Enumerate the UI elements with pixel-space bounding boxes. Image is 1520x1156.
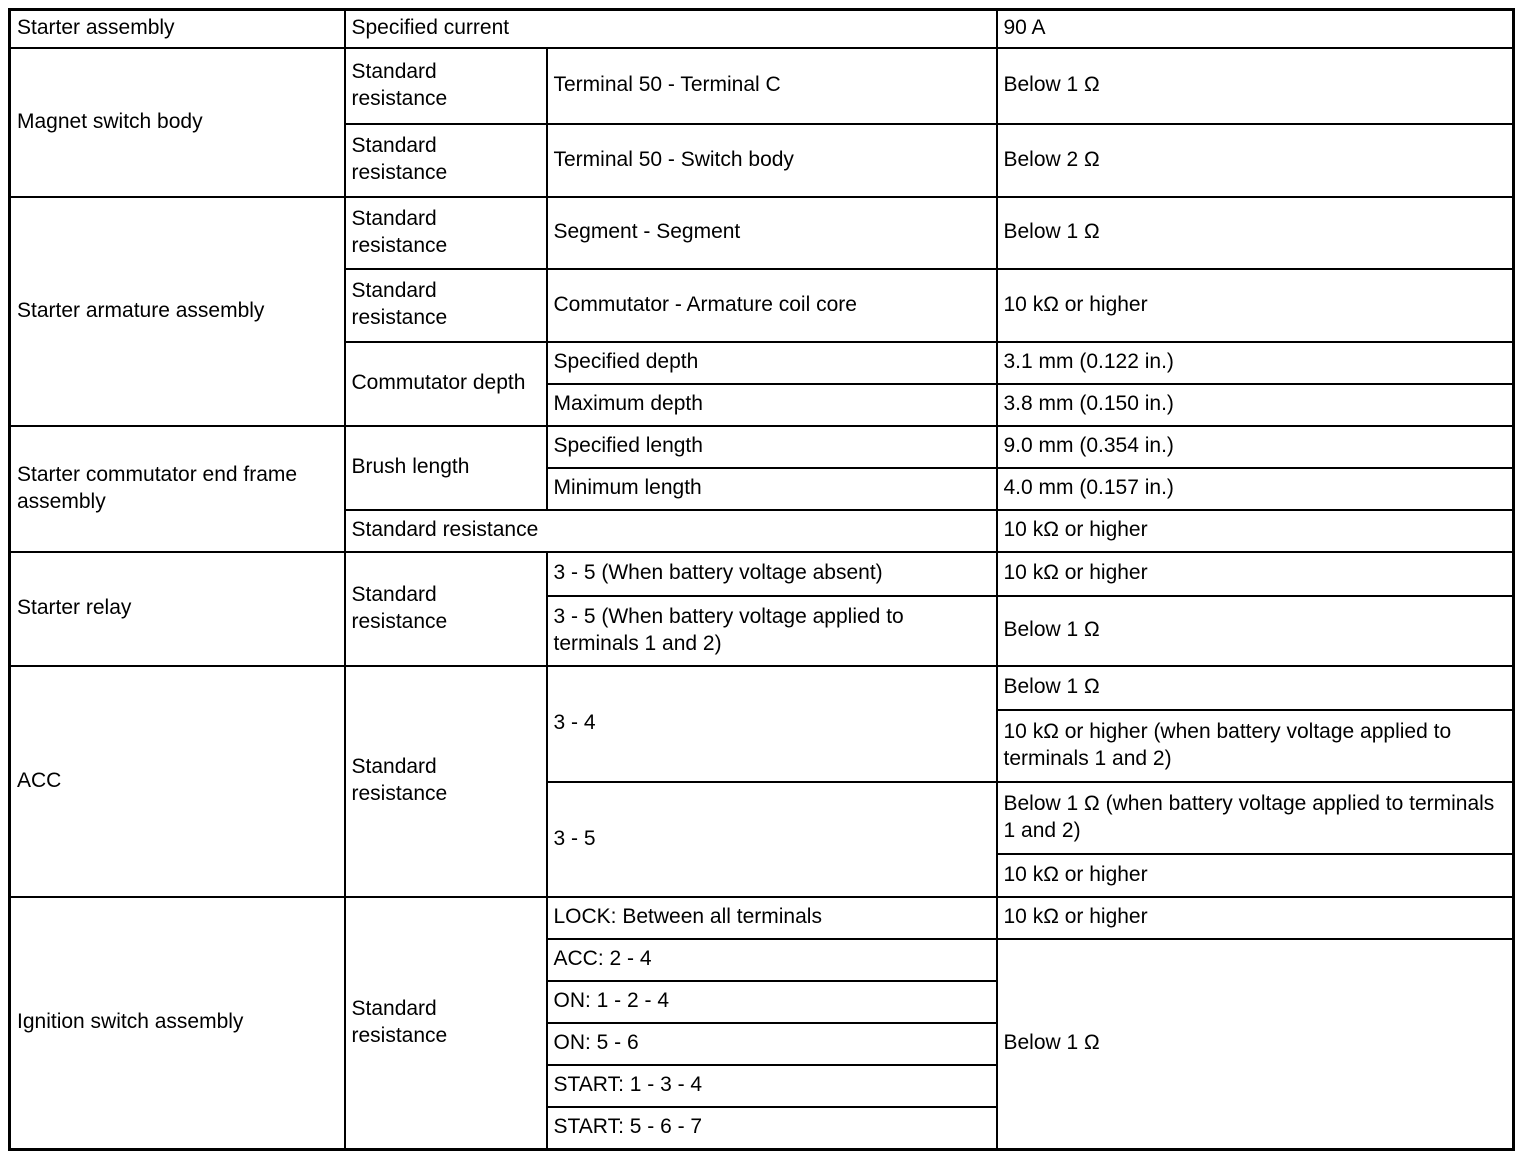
- cell-component-starter-relay: Starter relay: [10, 552, 345, 666]
- cell-ignition-lock: LOCK: Between all terminals: [547, 897, 997, 939]
- cell-minimum-length-value: 4.0 mm (0.157 in.): [997, 468, 1514, 510]
- cell-specified-length: Specified length: [547, 426, 997, 468]
- cell-minimum-length: Minimum length: [547, 468, 997, 510]
- cell-acc-value-1b: 10 kΩ or higher (when battery voltage applied to terminals 1 and 2): [997, 710, 1514, 782]
- cell-ignition-acc: ACC: 2 - 4: [547, 939, 997, 981]
- cell-magnet-item-1: Terminal 50 - Terminal C: [547, 48, 997, 124]
- cell-component-ignition-switch: Ignition switch assembly: [10, 897, 345, 1150]
- spec-table: [8, 8, 1515, 1151]
- cell-magnet-test-1: Standard resistance: [345, 48, 547, 124]
- cell-magnet-test-2: Standard resistance: [345, 124, 547, 197]
- cell-relay-item-1: 3 - 5 (When battery voltage absent): [547, 552, 997, 596]
- cell-relay-value-2: Below 1 Ω: [997, 596, 1514, 666]
- cell-component-acc: ACC: [10, 666, 345, 897]
- cell-acc-test: Standard resistance: [345, 666, 547, 897]
- cell-armature-test-2: Standard resistance: [345, 269, 547, 342]
- cell-magnet-value-2: Below 2 Ω: [997, 124, 1514, 197]
- cell-relay-test: Standard resistance: [345, 552, 547, 666]
- cell-ignition-positions-value: Below 1 Ω: [997, 939, 1514, 1150]
- cell-acc-value-2a: Below 1 Ω (when battery voltage applied to terminals 1 and 2): [997, 782, 1514, 854]
- cell-armature-test-1: Standard resistance: [345, 197, 547, 269]
- cell-acc-value-1a: Below 1 Ω: [997, 666, 1514, 710]
- cell-ignition-lock-value: 10 kΩ or higher: [997, 897, 1514, 939]
- cell-component-magnet-switch-body: Magnet switch body: [10, 48, 345, 197]
- cell-armature-item-1: Segment - Segment: [547, 197, 997, 269]
- cell-maximum-depth-value: 3.8 mm (0.150 in.): [997, 384, 1514, 426]
- cell-ignition-on-1: ON: 1 - 2 - 4: [547, 981, 997, 1023]
- cell-ignition-start-1: START: 1 - 3 - 4: [547, 1065, 997, 1107]
- cell-ignition-start-2: START: 5 - 6 - 7: [547, 1107, 997, 1150]
- cell-specified-depth: Specified depth: [547, 342, 997, 384]
- cell-relay-item-2: 3 - 5 (When battery voltage applied to terminals 1 and 2): [547, 596, 997, 666]
- cell-specified-current: Specified current: [345, 10, 997, 48]
- cell-maximum-depth: Maximum depth: [547, 384, 997, 426]
- cell-ignition-on-2: ON: 5 - 6: [547, 1023, 997, 1065]
- cell-specified-depth-value: 3.1 mm (0.122 in.): [997, 342, 1514, 384]
- cell-magnet-value-1: Below 1 Ω: [997, 48, 1514, 124]
- cell-ignition-test: Standard resistance: [345, 897, 547, 1150]
- cell-armature-value-2: 10 kΩ or higher: [997, 269, 1514, 342]
- cell-component-starter-assembly: Starter assembly: [10, 10, 345, 48]
- cell-relay-value-1: 10 kΩ or higher: [997, 552, 1514, 596]
- cell-specified-length-value: 9.0 mm (0.354 in.): [997, 426, 1514, 468]
- cell-end-frame-std-resistance: Standard resistance: [345, 510, 997, 552]
- cell-end-frame-std-resistance-value: 10 kΩ or higher: [997, 510, 1514, 552]
- cell-component-starter-armature: Starter armature assembly: [10, 197, 345, 426]
- cell-armature-item-2: Commutator - Armature coil core: [547, 269, 997, 342]
- cell-brush-length: Brush length: [345, 426, 547, 510]
- cell-acc-value-2b: 10 kΩ or higher: [997, 854, 1514, 897]
- cell-acc-item-2: 3 - 5: [547, 782, 997, 897]
- cell-specified-current-value: 90 A: [997, 10, 1514, 48]
- cell-component-end-frame: Starter commutator end frame assembly: [10, 426, 345, 552]
- cell-acc-item-1: 3 - 4: [547, 666, 997, 782]
- cell-magnet-item-2: Terminal 50 - Switch body: [547, 124, 997, 197]
- cell-armature-value-1: Below 1 Ω: [997, 197, 1514, 269]
- cell-commutator-depth: Commutator depth: [345, 342, 547, 426]
